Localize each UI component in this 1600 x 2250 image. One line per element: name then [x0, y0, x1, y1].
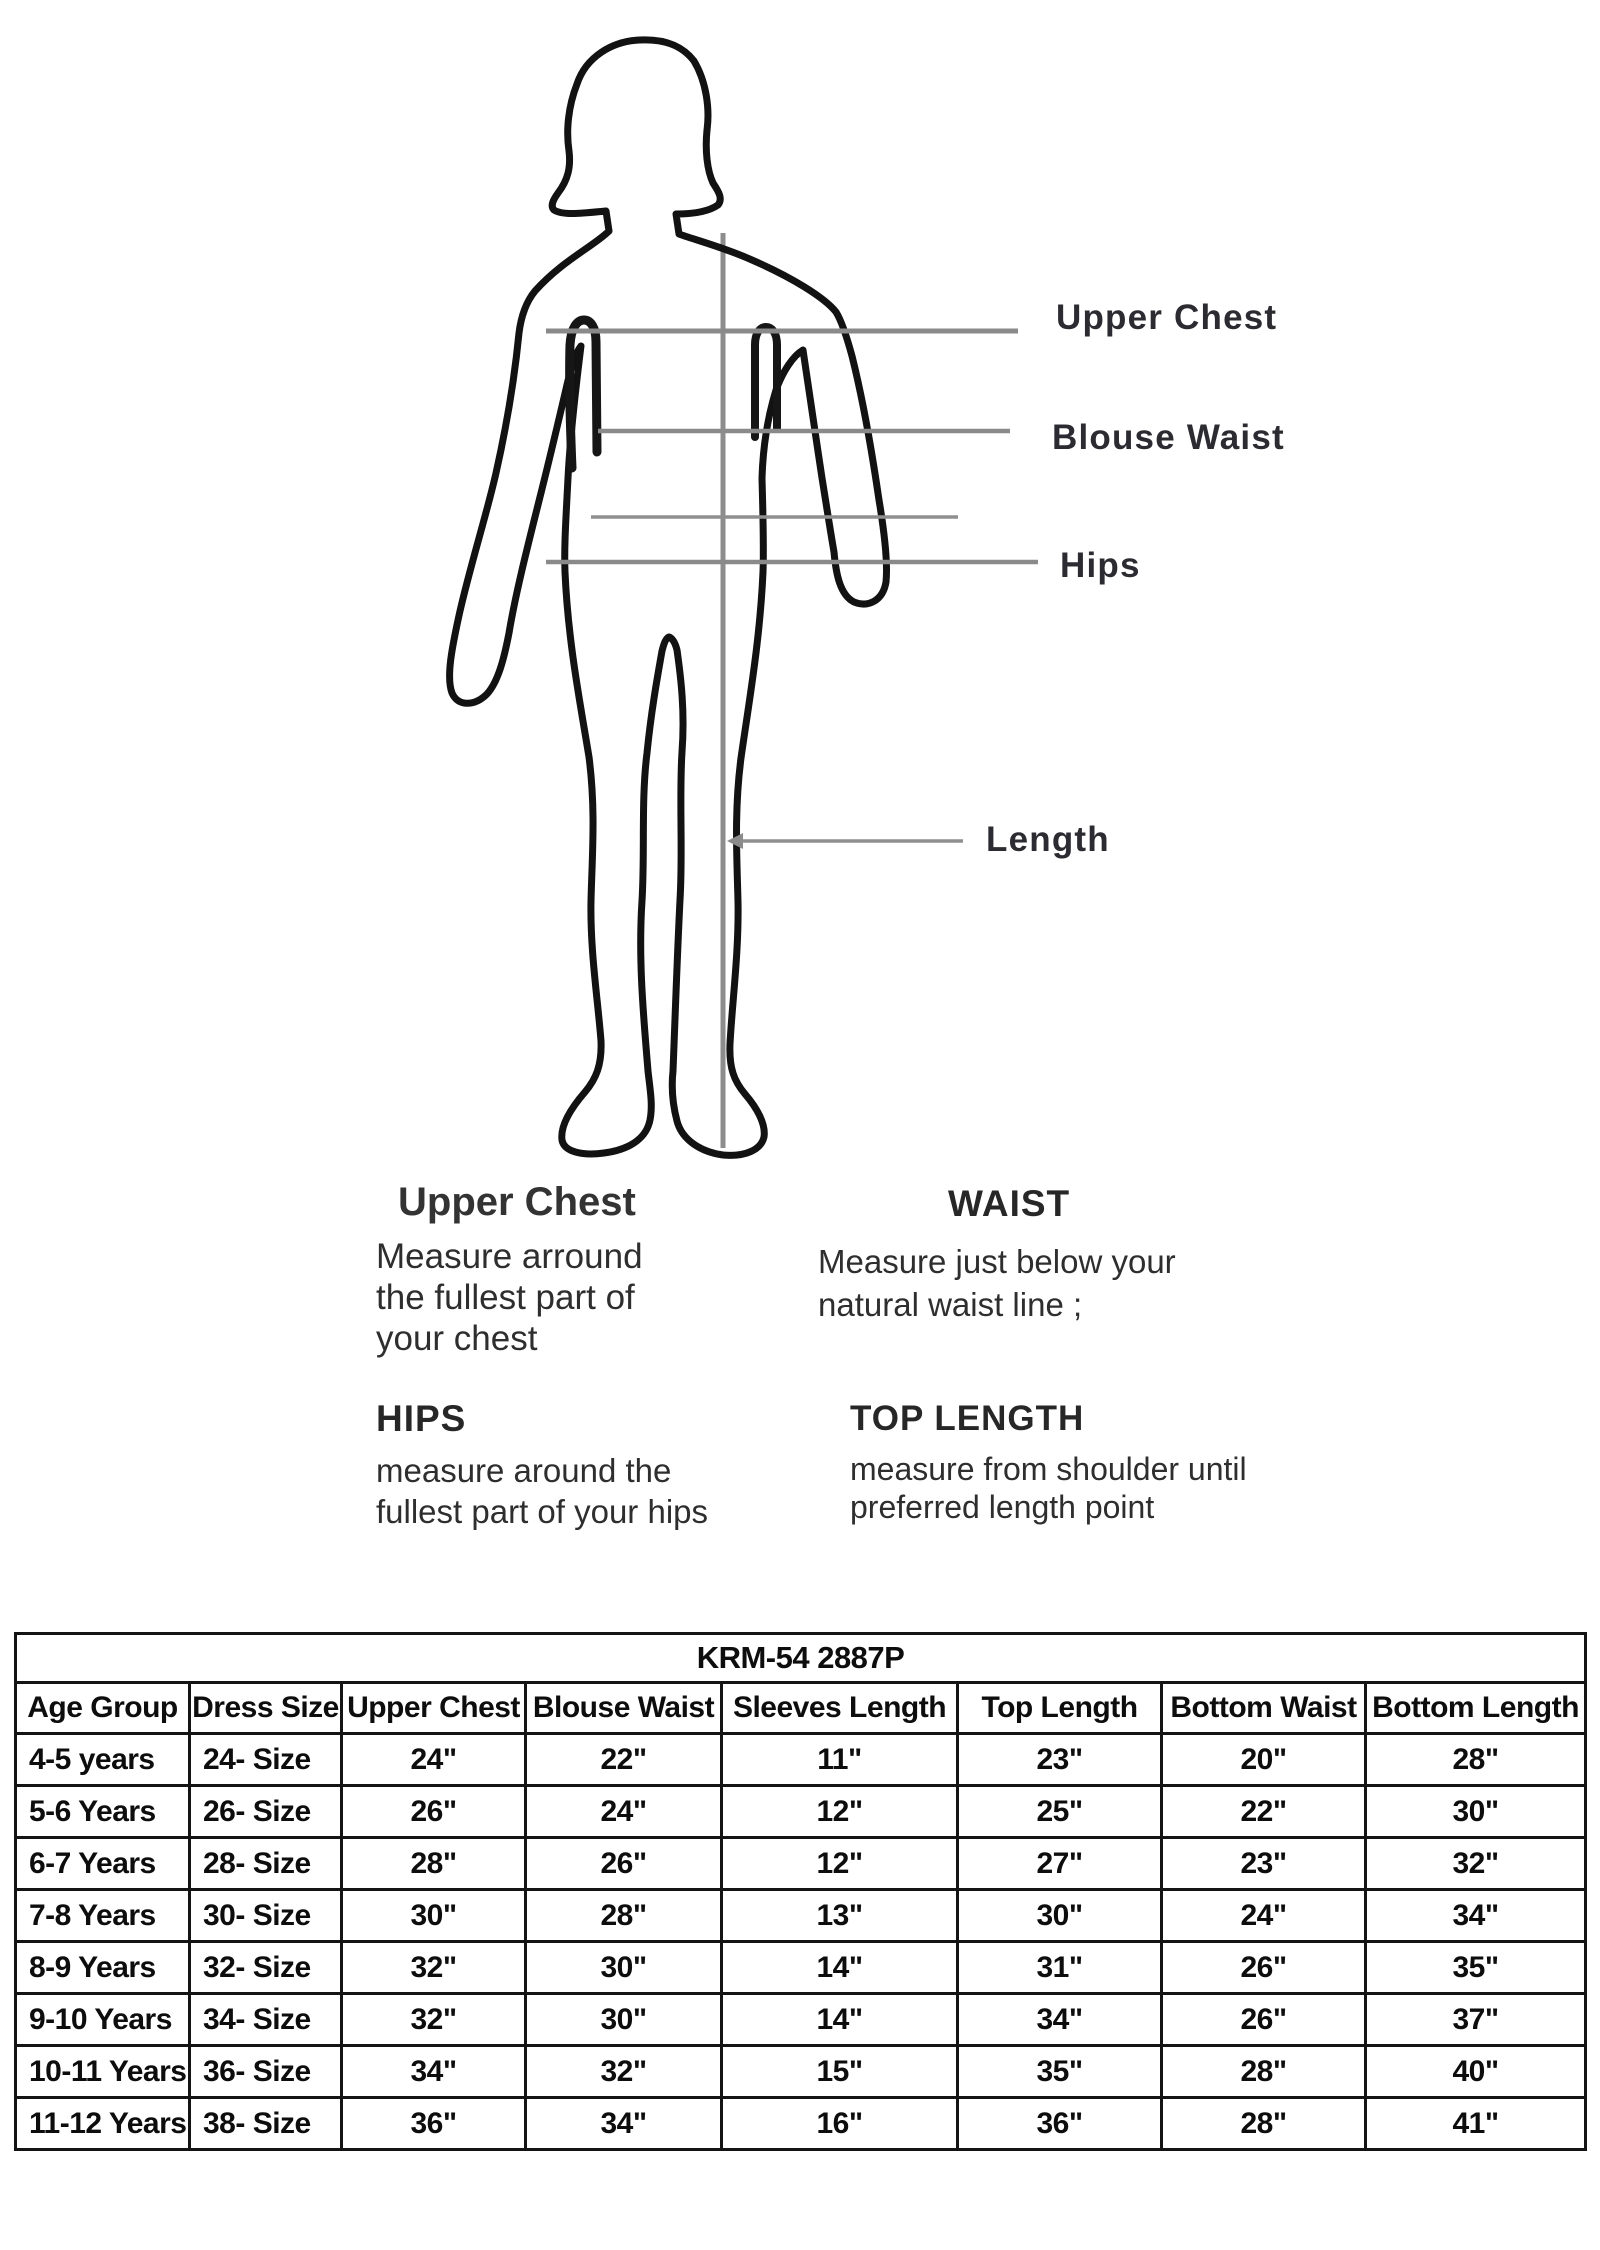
table-cell: 26"	[1162, 1994, 1366, 2046]
table-cell: 32"	[342, 1994, 526, 2046]
top-length-instruction-text: measure from shoulder until preferred length point	[850, 1451, 1247, 1525]
table-cell: 14"	[722, 1942, 958, 1994]
table-cell: 30"	[526, 1994, 722, 2046]
column-header-upper-chest: Upper Chest	[342, 1683, 526, 1734]
table-cell: 30"	[1366, 1786, 1586, 1838]
table-cell: 34"	[1366, 1890, 1586, 1942]
table-cell: 30"	[342, 1890, 526, 1942]
table-cell: 30"	[526, 1942, 722, 1994]
table-cell: 38- Size	[190, 2098, 342, 2150]
table-cell: 41"	[1366, 2098, 1586, 2150]
table-cell: 15"	[722, 2046, 958, 2098]
table-cell: 32"	[342, 1942, 526, 1994]
table-cell: 10-11 Years	[16, 2046, 190, 2098]
table-cell: 34"	[958, 1994, 1162, 2046]
column-header-top-length: Top Length	[958, 1683, 1162, 1734]
table-cell: 32"	[526, 2046, 722, 2098]
table-cell: 14"	[722, 1994, 958, 2046]
table-title: KRM-54 2887P	[16, 1634, 1586, 1683]
table-row	[16, 1786, 1586, 1838]
table-row	[16, 1838, 1586, 1890]
upper-chest-instruction-heading: Upper Chest	[398, 1180, 636, 1224]
column-header-bottom-waist: Bottom Waist	[1162, 1683, 1366, 1734]
table-cell: 34- Size	[190, 1994, 342, 2046]
table-cell: 35"	[1366, 1942, 1586, 1994]
left-chest-strap	[570, 320, 597, 468]
table-cell: 25"	[958, 1786, 1162, 1838]
table-cell: 12"	[722, 1838, 958, 1890]
table-cell: 13"	[722, 1890, 958, 1942]
table-cell: 9-10 Years	[16, 1994, 190, 2046]
column-header-blouse-waist: Blouse Waist	[526, 1683, 722, 1734]
table-row	[16, 2046, 1586, 2098]
table-cell: 32"	[1366, 1838, 1586, 1890]
table-cell: 26"	[526, 1838, 722, 1890]
table-cell: 28"	[526, 1890, 722, 1942]
table-cell: 28"	[342, 1838, 526, 1890]
table-cell: 27"	[958, 1838, 1162, 1890]
size-table	[14, 1632, 1587, 2151]
table-row	[16, 1734, 1586, 1786]
hips-instruction-text: measure around the fullest part of your hips	[376, 1452, 708, 1530]
table-row	[16, 1890, 1586, 1942]
table-cell: 23"	[958, 1734, 1162, 1786]
top-length-instruction-heading: TOP LENGTH	[850, 1399, 1085, 1438]
table-cell: 23"	[1162, 1838, 1366, 1890]
table-cell: 30- Size	[190, 1890, 342, 1942]
table-cell: 24"	[1162, 1890, 1366, 1942]
table-row	[16, 1994, 1586, 2046]
body-outline	[450, 40, 887, 1155]
length-label: Length	[986, 820, 1110, 859]
blouse-waist-label: Blouse Waist	[1052, 418, 1285, 457]
table-cell: 36"	[342, 2098, 526, 2150]
table-cell: 35"	[958, 2046, 1162, 2098]
hips-label: Hips	[1060, 546, 1141, 585]
table-cell: 11-12 Years	[16, 2098, 190, 2150]
table-cell: 26"	[342, 1786, 526, 1838]
table-cell: 26"	[1162, 1942, 1366, 1994]
table-cell: 34"	[342, 2046, 526, 2098]
upper-chest-label: Upper Chest	[1056, 298, 1278, 337]
table-cell: 26- Size	[190, 1786, 342, 1838]
table-cell: 16"	[722, 2098, 958, 2150]
table-row	[16, 1942, 1586, 1994]
table-cell: 31"	[958, 1942, 1162, 1994]
table-cell: 37"	[1366, 1994, 1586, 2046]
waist-instruction-text: Measure just below your natural waist line ;	[818, 1243, 1176, 1323]
table-cell: 22"	[1162, 1786, 1366, 1838]
table-cell: 32- Size	[190, 1942, 342, 1994]
table-title-row	[16, 1634, 1586, 1683]
table-cell: 24"	[526, 1786, 722, 1838]
table-cell: 34"	[526, 2098, 722, 2150]
table-cell: 30"	[958, 1890, 1162, 1942]
table-cell: 28"	[1162, 2046, 1366, 2098]
column-header-age-group: Age Group	[16, 1683, 190, 1734]
table-cell: 36"	[958, 2098, 1162, 2150]
table-cell: 28"	[1366, 1734, 1586, 1786]
column-header-dress-size: Dress Size	[190, 1683, 342, 1734]
column-header-sleeves-length: Sleeves Length	[722, 1683, 958, 1734]
hips-instruction-heading: HIPS	[376, 1398, 467, 1439]
table-cell: 24"	[342, 1734, 526, 1786]
table-header-row	[16, 1683, 1586, 1734]
table-cell: 22"	[526, 1734, 722, 1786]
waist-instruction-heading: WAIST	[948, 1183, 1071, 1224]
table-cell: 6-7 Years	[16, 1838, 190, 1890]
table-cell: 24- Size	[190, 1734, 342, 1786]
table-cell: 5-6 Years	[16, 1786, 190, 1838]
table-cell: 28"	[1162, 2098, 1366, 2150]
table-row	[16, 2098, 1586, 2150]
table-cell: 4-5 years	[16, 1734, 190, 1786]
table-cell: 36- Size	[190, 2046, 342, 2098]
upper-chest-instruction-text: Measure arround the fullest part of your chest	[376, 1237, 643, 1358]
table-cell: 40"	[1366, 2046, 1586, 2098]
table-cell: 28- Size	[190, 1838, 342, 1890]
table-cell: 8-9 Years	[16, 1942, 190, 1994]
table-cell: 7-8 Years	[16, 1890, 190, 1942]
table-body	[16, 1734, 1586, 2150]
column-header-bottom-length: Bottom Length	[1366, 1683, 1586, 1734]
table-cell: 20"	[1162, 1734, 1366, 1786]
table-cell: 11"	[722, 1734, 958, 1786]
table-cell: 12"	[722, 1786, 958, 1838]
